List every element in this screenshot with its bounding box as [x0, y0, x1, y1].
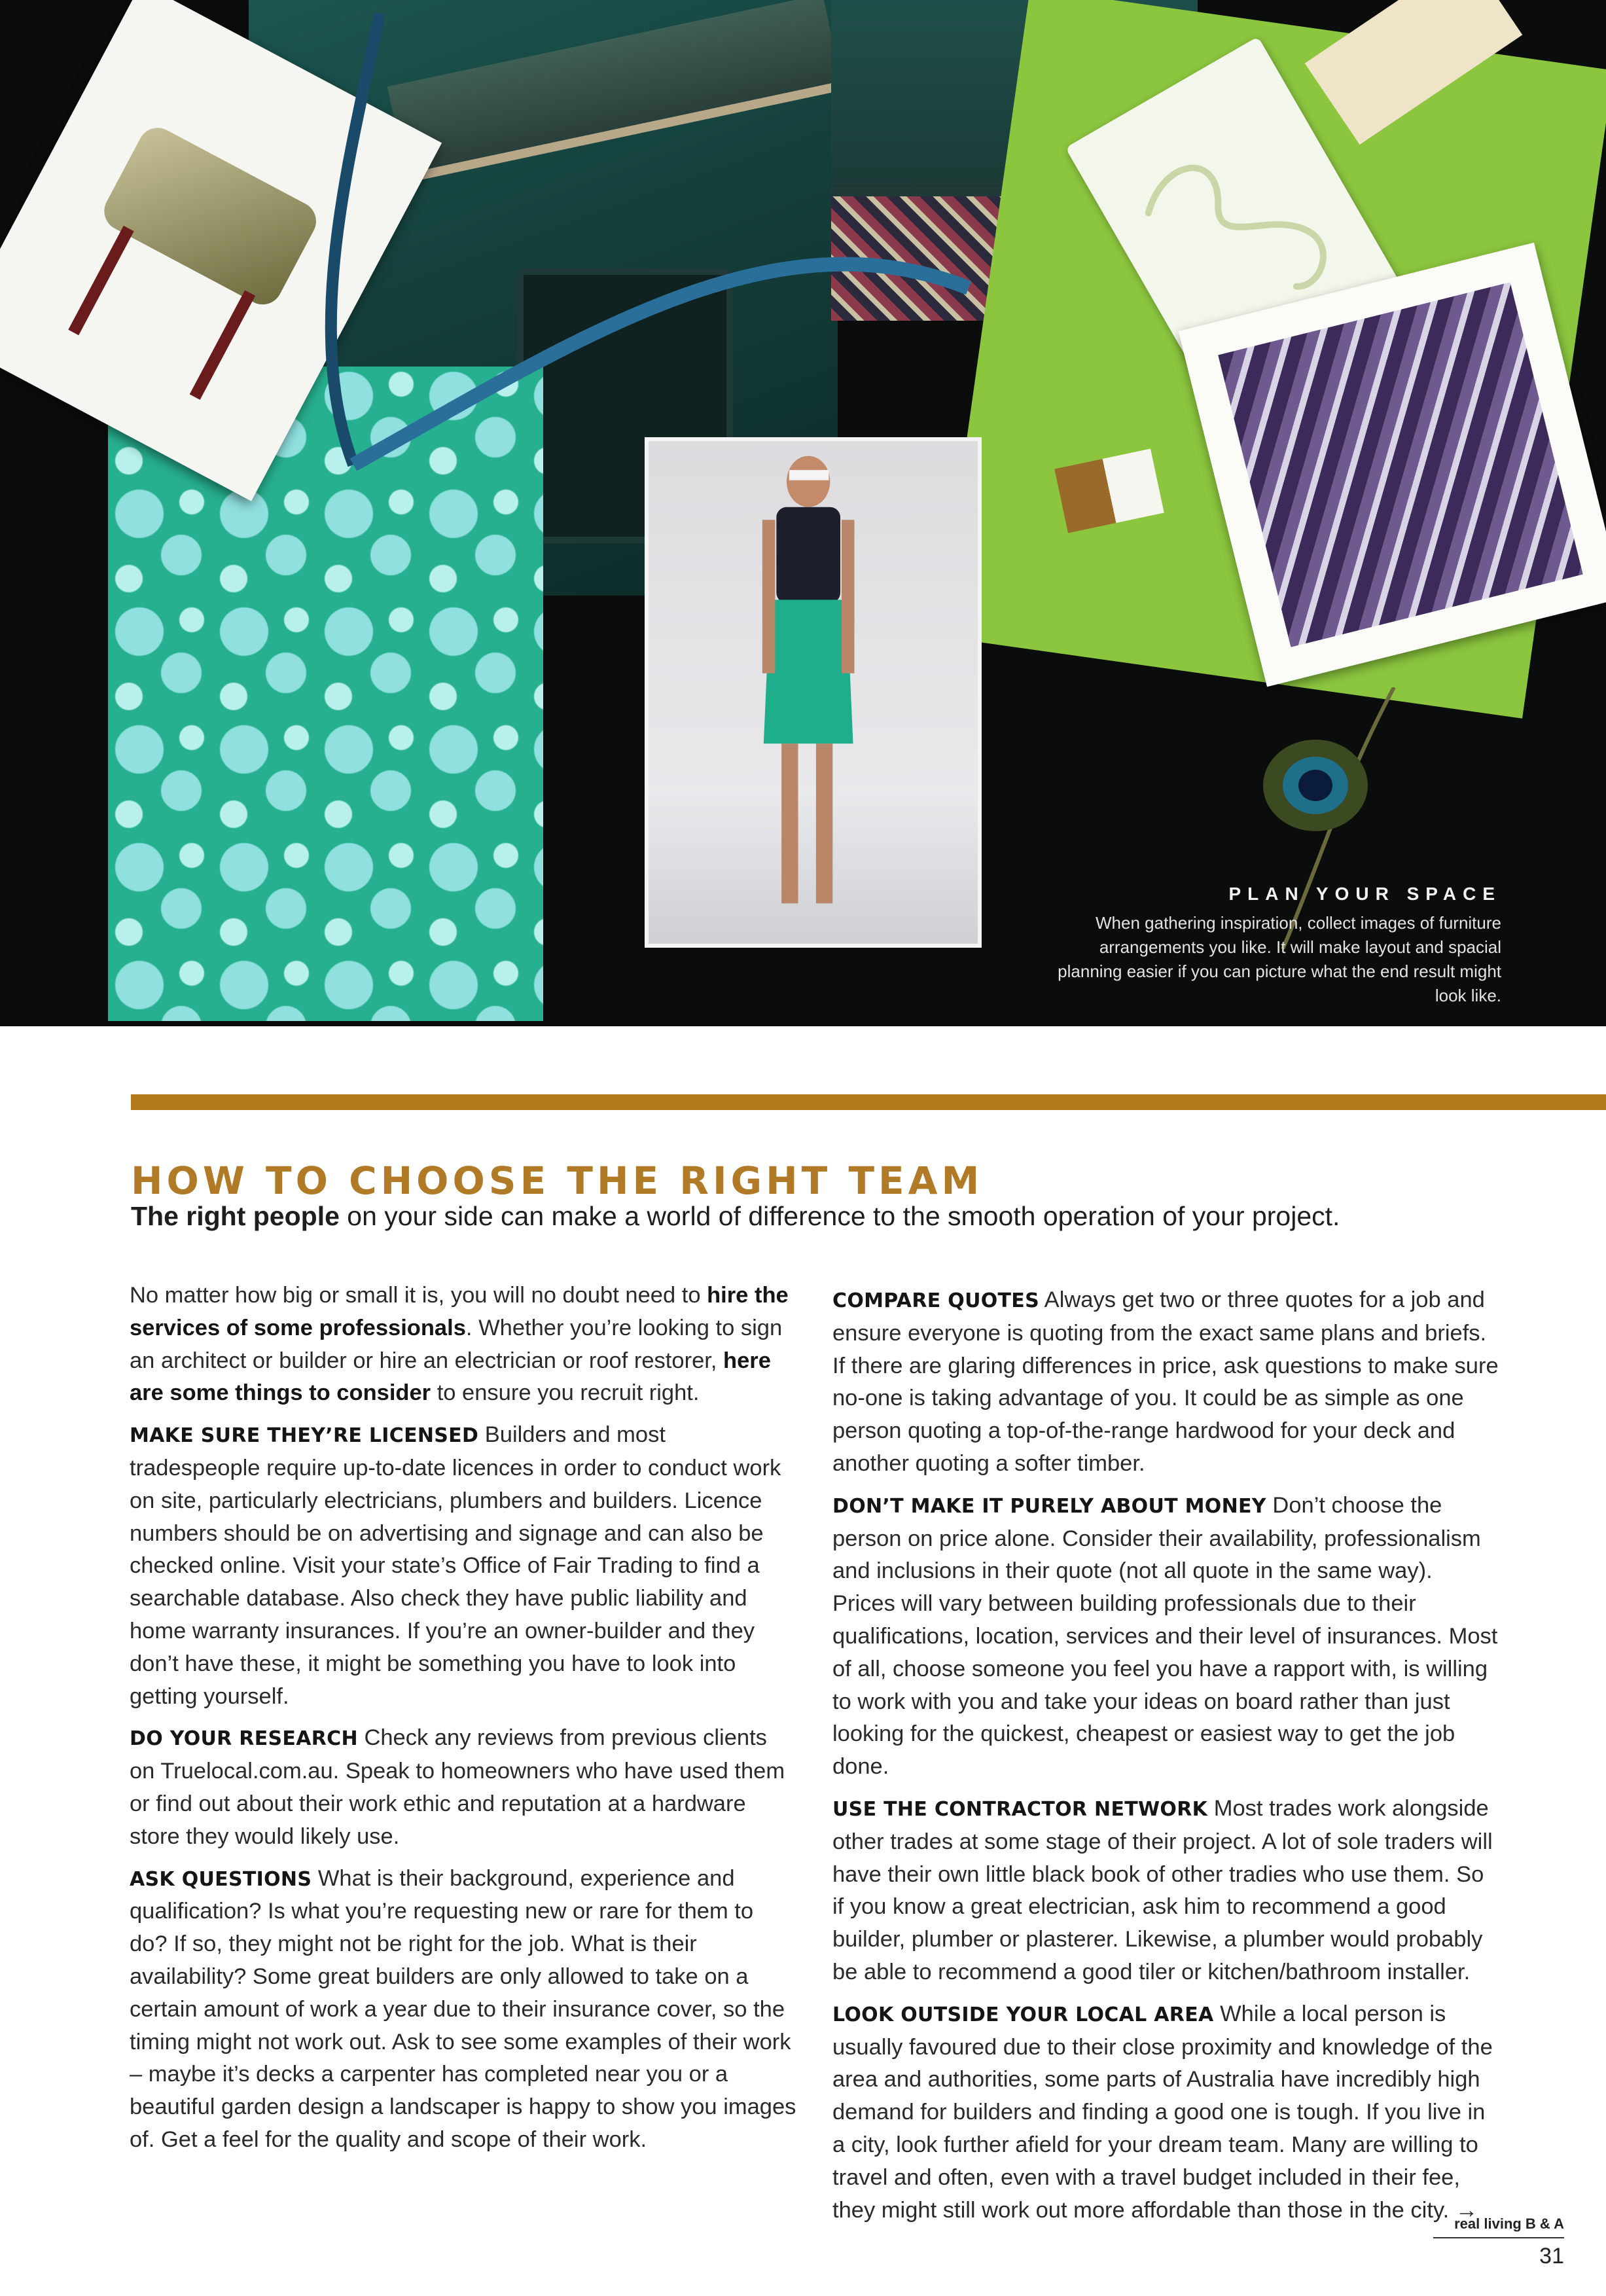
intro-text: No matter how big or small it is, you will no doubt need to [130, 1283, 707, 1308]
intro-bold: hire the services of some professionals [130, 1283, 789, 1340]
right-column [832, 1284, 1500, 2236]
chair-seat-shape [98, 121, 323, 312]
section-heading: COMPARE QUOTES [832, 1289, 1039, 1312]
magazine-brand: real living B & A [1454, 2215, 1564, 2232]
page-number: 31 [1539, 2244, 1564, 2269]
section-text: Most trades work alongside other trades at some stage of their project. A lot of sole traders will have their own little black book of other tradies who use them. So if you know a great electrician, ask him to recommend a good builder, plumber or plasterer. Likewise, a plumber would probably be able to recommend a good tiler or kitchen/bathroom installer. [832, 1795, 1493, 1984]
section-licensed [130, 1419, 797, 1713]
section-heading: DO YOUR RESEARCH [130, 1727, 358, 1751]
section-text: Always get two or three quotes for a job and ensure everyone is quoting from the exact same plans and briefs. If there are glaring differences in price, ask questions to make sure no-one is taking advantage of you. It could be as simple as one person quoting a top-of-the-range hardwood for your deck and another quoting a softer timber. [832, 1287, 1499, 1476]
standfirst-text: on your side can make a world of difference to the smooth operation of your project. [339, 1201, 1340, 1231]
article-headline: HOW TO CHOOSE THE RIGHT TEAM [131, 1158, 984, 1203]
standfirst [131, 1201, 1340, 1232]
painting-artwork [1218, 282, 1583, 647]
section-money [832, 1490, 1500, 1784]
section-network [832, 1793, 1500, 1989]
caption-heading: PLAN YOUR SPACE [1228, 884, 1501, 904]
section-heading: LOOK OUTSIDE YOUR LOCAL AREA [832, 2003, 1214, 2026]
section-text: Check any reviews from previous clients on Truelocal.com.au. Speak to homeowners who have used them or find out about their work ethic and reputation at a hardware store they would likely use. [130, 1725, 785, 1849]
section-text: While a local person is usually favoured due to their close proximity and knowledge of the area and authorities, some parts of Australia have incredibly high demand for builders and finding a good one is tough. If you live in a city, look further afield for your dream team. Many are willing to travel and often, even with a travel budget included in their fee, they might still work out more affordable than those in the city. → [832, 2001, 1493, 2223]
section-heading: USE THE CONTRACTOR NETWORK [832, 1797, 1208, 1821]
caption-text: When gathering inspiration, collect images of furniture arrangements you like. It will make layout and spacial planning easier if you can picture what the end result might look like. [1058, 913, 1501, 1005]
left-column [130, 1280, 797, 2166]
section-research [130, 1722, 797, 1853]
section-heading: ASK QUESTIONS [130, 1867, 312, 1891]
section-heading: MAKE SURE THEY’RE LICENSED [130, 1424, 479, 1448]
intro-paragraph [130, 1280, 797, 1410]
image-caption [1043, 884, 1501, 1008]
glitter-ribbon [314, 13, 1034, 471]
intro-text: . Whether you’re looking to sign an architect or builder or hire an electrician or roof restorer, [130, 1315, 783, 1373]
intro-text: to ensure you recruit right. [431, 1380, 700, 1406]
section-local-area [832, 1998, 1500, 2227]
intro-bold: here are some things to consider [130, 1348, 771, 1406]
moodboard-collage [0, 0, 1606, 1026]
standfirst-bold: The right people [131, 1201, 340, 1231]
section-rule [131, 1094, 1606, 1110]
section-text: Builders and most tradespeople require up-to-date licences in order to conduct work on site, particularly electricians, plumbers and builders. Licence numbers should be on advertising and signage and can also be checked online. Visit your state’s Office of Fair Trading to find a searchable database. Also check they have public liability and home warranty insurances. If you’re an owner-builder and they don’t have these, it might be something you have to look into getting yourself. [130, 1422, 781, 1709]
section-questions [130, 1863, 797, 2157]
chair-leg-shape [190, 290, 255, 399]
section-text: Don’t choose the person on price alone. Consider their availability, professionalism and inclusions in their quote (not all quote in the same way). Prices will vary between building professionals due to their qualifications, location, services and their level of insurances. Most of all, choose someone you feel you have a rapport with, is willing to work with you and take your ideas on board rather than just looking for the quickest, cheapest or easiest way to get the job done. [832, 1492, 1498, 1780]
section-quotes [832, 1284, 1500, 1480]
model-figure [649, 441, 978, 944]
folio-divider [1433, 2237, 1564, 2238]
section-heading: DON’T MAKE IT PURELY ABOUT MONEY [832, 1494, 1266, 1518]
runway-model-photo [645, 437, 982, 948]
section-text: What is their background, experience and qualification? Is what you’re requesting new or rare for them to do? If so, they might not be right for the job. What is their availability? Some great builders are only allowed to take on a certain amount of work a year due to their insurance cover, so the timing might not work out. Ask to see some examples of their work – maybe it’s decks a carpenter has completed near you or a beautiful garden design a landscaper is happy to show you images of. Get a feel for the quality and scope of their work. [130, 1865, 796, 2152]
chair-leg-shape [68, 226, 134, 335]
